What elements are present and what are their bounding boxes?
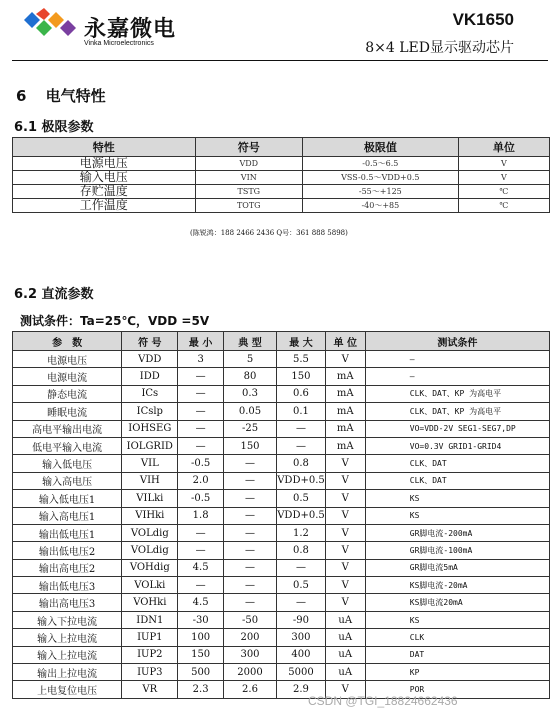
table-cell: V xyxy=(325,472,365,489)
table-cell: — xyxy=(178,437,223,454)
table-cell: 静态电流 xyxy=(13,385,122,402)
table-cell: GR脚电流-100mA xyxy=(365,542,549,559)
table-cell: IDN1 xyxy=(122,611,178,628)
table-cell: 0.3 xyxy=(223,385,276,402)
table-cell: mA xyxy=(325,437,365,454)
table-cell: VDD xyxy=(122,351,178,368)
table-cell: — xyxy=(223,455,276,472)
table-row xyxy=(13,559,550,576)
table-cell: V xyxy=(325,681,365,698)
contact-note: (陈锐鸿：188 2466 2436 Q号：361 888 5898) xyxy=(190,229,348,237)
table-cell: 2.3 xyxy=(178,681,223,698)
table-cell: -40～+85 xyxy=(302,199,458,213)
table-cell: KS xyxy=(365,507,549,524)
table-cell: 150 xyxy=(277,368,326,385)
table-cell: 输入低电压 xyxy=(13,455,122,472)
table-cell: V xyxy=(325,542,365,559)
table-cell: V xyxy=(325,577,365,594)
table-cell: — xyxy=(223,507,276,524)
table-cell: IDD xyxy=(122,368,178,385)
vinka-logo-icon xyxy=(16,8,82,48)
table-row xyxy=(13,681,550,698)
table-cell: 输入电压 xyxy=(13,171,196,185)
table-cell: 0.6 xyxy=(277,385,326,402)
table-cell: VO=VDD-2V SEG1-SEG7,DP xyxy=(365,420,549,437)
table-row xyxy=(13,368,550,385)
col-header: 单 位 xyxy=(325,332,365,351)
table-cell: VSS-0.5～VDD+0.5 xyxy=(302,171,458,185)
brand-name-cn: 永嘉微电 xyxy=(84,17,177,42)
table-row xyxy=(13,664,550,681)
table-cell: 输出低电压1 xyxy=(13,524,122,541)
table-cell: 上电复位电压 xyxy=(13,681,122,698)
col-header: 符号 xyxy=(195,138,302,157)
table-cell: V xyxy=(325,351,365,368)
table-cell: V xyxy=(325,559,365,576)
col-header: 符 号 xyxy=(122,332,178,351)
table-cell: — xyxy=(277,420,326,437)
table-cell: mA xyxy=(325,385,365,402)
table-row xyxy=(13,594,550,611)
abs-max-heading: 6.1 极限参数 xyxy=(14,120,94,135)
table-cell: 输出高电压3 xyxy=(13,594,122,611)
table-cell: 输出上拉电流 xyxy=(13,664,122,681)
table-cell: IUP3 xyxy=(122,664,178,681)
table-cell: 0.8 xyxy=(277,455,326,472)
table-cell: 2.9 xyxy=(277,681,326,698)
table-row xyxy=(13,490,550,507)
table-cell: CLK、DAT、KP 为高电平 xyxy=(365,403,549,420)
table-cell: 400 xyxy=(277,646,326,663)
table-row xyxy=(13,611,550,628)
table-cell: V xyxy=(325,490,365,507)
table-cell: uA xyxy=(325,646,365,663)
col-header: 最 小 xyxy=(178,332,223,351)
table-cell: — xyxy=(178,368,223,385)
table-cell: -90 xyxy=(277,611,326,628)
table-cell: 电源电流 xyxy=(13,368,122,385)
table-cell: VO=0.3V GRID1-GRID4 xyxy=(365,437,549,454)
table-row xyxy=(13,351,550,368)
col-header: 最 大 xyxy=(277,332,326,351)
table-cell: 5 xyxy=(223,351,276,368)
table-cell: 300 xyxy=(223,646,276,663)
table-cell: 低电平输入电流 xyxy=(13,437,122,454)
table-cell: 150 xyxy=(178,646,223,663)
table-cell: 2000 xyxy=(223,664,276,681)
table-cell: VIN xyxy=(195,171,302,185)
section-name: 电气特性 xyxy=(45,87,106,105)
table-cell: KS脚电流20mA xyxy=(365,594,549,611)
table-cell: DAT xyxy=(365,646,549,663)
table-cell: — xyxy=(223,524,276,541)
table-cell: 输入高电压1 xyxy=(13,507,122,524)
table-cell: IUP2 xyxy=(122,646,178,663)
table-cell: — xyxy=(223,490,276,507)
table-row xyxy=(13,646,550,663)
table-cell: KS xyxy=(365,490,549,507)
table-cell: -55～+125 xyxy=(302,185,458,199)
table-cell: 输入上拉电流 xyxy=(13,629,122,646)
table-row xyxy=(13,577,550,594)
watermark: CSDN @TGI_18824662436 xyxy=(308,694,458,708)
table-row xyxy=(13,437,550,454)
table-cell: — xyxy=(223,542,276,559)
table-cell: mA xyxy=(325,403,365,420)
table-cell: 4.5 xyxy=(178,559,223,576)
table-cell: VIL xyxy=(122,455,178,472)
table-cell: ICslp xyxy=(122,403,178,420)
table-cell: 输出低电压3 xyxy=(13,577,122,594)
col-header: 特性 xyxy=(13,138,196,157)
table-cell: -25 xyxy=(223,420,276,437)
table-cell: VDD xyxy=(195,157,302,171)
table-cell: — xyxy=(178,420,223,437)
table-cell: VIHki xyxy=(122,507,178,524)
table-cell: — xyxy=(277,437,326,454)
table-cell: — xyxy=(223,594,276,611)
table-cell: — xyxy=(277,594,326,611)
section-number: 6 xyxy=(16,87,27,105)
table-cell: ℃ xyxy=(458,185,549,199)
table-cell: 4.5 xyxy=(178,594,223,611)
table-row xyxy=(13,420,550,437)
col-header: 典 型 xyxy=(223,332,276,351)
table-cell: 5.5 xyxy=(277,351,326,368)
table-header-row xyxy=(13,138,550,157)
table-cell: VOLdig xyxy=(122,524,178,541)
table-cell: mA xyxy=(325,420,365,437)
table-cell: VOLki xyxy=(122,577,178,594)
table-cell: — xyxy=(223,472,276,489)
table-cell: ℃ xyxy=(458,199,549,213)
table-cell: 输出低电压2 xyxy=(13,542,122,559)
table-cell: 0.05 xyxy=(223,403,276,420)
table-cell: V xyxy=(325,524,365,541)
table-cell: KS脚电流-20mA xyxy=(365,577,549,594)
doc-model: VK1650 xyxy=(452,10,514,29)
table-row xyxy=(13,185,550,199)
table-cell: 1.2 xyxy=(277,524,326,541)
table-row xyxy=(13,507,550,524)
table-cell: -0.5 xyxy=(178,490,223,507)
table-cell: -30 xyxy=(178,611,223,628)
table-cell: — xyxy=(178,524,223,541)
table-cell: 存贮温度 xyxy=(13,185,196,199)
table-cell: VDD+0.5 xyxy=(277,507,326,524)
table-cell: uA xyxy=(325,629,365,646)
table-cell: 500 xyxy=(178,664,223,681)
table-cell: 1.8 xyxy=(178,507,223,524)
table-cell: -50 xyxy=(223,611,276,628)
table-cell: 睡眠电流 xyxy=(13,403,122,420)
table-cell: GR脚电流5mA xyxy=(365,559,549,576)
table-cell: 80 xyxy=(223,368,276,385)
table-cell: — xyxy=(223,559,276,576)
table-row xyxy=(13,629,550,646)
test-condition: 测试条件：Ta=25℃，VDD =5V xyxy=(20,314,210,328)
table-cell: 输出高电压2 xyxy=(13,559,122,576)
abs-max-table xyxy=(12,137,550,213)
table-cell: — xyxy=(223,577,276,594)
table-cell: 100 xyxy=(178,629,223,646)
table-cell: 高电平输出电流 xyxy=(13,420,122,437)
doc-subtitle: 8×4 LED显示驱动芯片 xyxy=(365,40,514,56)
table-cell: — xyxy=(178,577,223,594)
table-cell: — xyxy=(277,559,326,576)
table-cell: — xyxy=(178,385,223,402)
table-cell: 0.1 xyxy=(277,403,326,420)
table-row xyxy=(13,542,550,559)
table-cell: 输入低电压1 xyxy=(13,490,122,507)
table-cell: 0.5 xyxy=(277,577,326,594)
table-cell: 输入高电压 xyxy=(13,472,122,489)
table-cell: VOHdig xyxy=(122,559,178,576)
col-header: 测试条件 xyxy=(365,332,549,351)
table-cell: 工作温度 xyxy=(13,199,196,213)
table-cell: 5000 xyxy=(277,664,326,681)
table-cell: CLK、DAT xyxy=(365,455,549,472)
table-cell: 0.8 xyxy=(277,542,326,559)
table-row xyxy=(13,385,550,402)
table-cell: — xyxy=(178,542,223,559)
dc-table xyxy=(12,331,550,699)
table-cell: VOLdig xyxy=(122,542,178,559)
table-cell: KS xyxy=(365,611,549,628)
table-cell: uA xyxy=(325,664,365,681)
table-cell: 300 xyxy=(277,629,326,646)
table-row xyxy=(13,403,550,420)
table-row xyxy=(13,524,550,541)
table-row xyxy=(13,157,550,171)
table-cell: CLK、DAT、KP 为高电平 xyxy=(365,385,549,402)
table-cell: 3 xyxy=(178,351,223,368)
table-cell: mA xyxy=(325,368,365,385)
table-row xyxy=(13,171,550,185)
table-cell: IUP1 xyxy=(122,629,178,646)
table-row xyxy=(13,455,550,472)
table-cell: KP xyxy=(365,664,549,681)
table-cell: POR xyxy=(365,681,549,698)
table-cell: VIH xyxy=(122,472,178,489)
table-cell: TSTG xyxy=(195,185,302,199)
table-cell: uA xyxy=(325,611,365,628)
table-cell: V xyxy=(458,171,549,185)
table-cell: -0.5～6.5 xyxy=(302,157,458,171)
table-cell: — xyxy=(365,351,549,368)
brand-name-en: Vinka Microelectronics xyxy=(84,40,154,47)
table-cell: VR xyxy=(122,681,178,698)
table-cell: CLK、DAT xyxy=(365,472,549,489)
table-cell: VOHki xyxy=(122,594,178,611)
table-cell: 电源电压 xyxy=(13,157,196,171)
table-cell: — xyxy=(178,403,223,420)
table-cell: 200 xyxy=(223,629,276,646)
table-cell: V xyxy=(458,157,549,171)
table-cell: 2.0 xyxy=(178,472,223,489)
table-cell: TOTG xyxy=(195,199,302,213)
header-divider xyxy=(12,60,548,61)
table-row xyxy=(13,199,550,213)
section-title xyxy=(16,85,106,106)
table-cell: — xyxy=(365,368,549,385)
dc-heading: 6.2 直流参数 xyxy=(14,287,94,302)
table-header-row xyxy=(13,332,550,351)
col-header: 单位 xyxy=(458,138,549,157)
col-header: 参 数 xyxy=(13,332,122,351)
table-cell: 输入下拉电流 xyxy=(13,611,122,628)
table-cell: ICs xyxy=(122,385,178,402)
table-cell: 输入上拉电流 xyxy=(13,646,122,663)
table-cell: VDD+0.5 xyxy=(277,472,326,489)
table-cell: IOLGRID xyxy=(122,437,178,454)
table-cell: VILki xyxy=(122,490,178,507)
table-cell: 2.6 xyxy=(223,681,276,698)
table-cell: 0.5 xyxy=(277,490,326,507)
table-cell: 150 xyxy=(223,437,276,454)
table-cell: 电源电压 xyxy=(13,351,122,368)
table-cell: GR脚电流-200mA xyxy=(365,524,549,541)
table-row xyxy=(13,472,550,489)
table-cell: V xyxy=(325,594,365,611)
table-cell: CLK xyxy=(365,629,549,646)
table-cell: IOHSEG xyxy=(122,420,178,437)
table-cell: V xyxy=(325,455,365,472)
table-cell: -0.5 xyxy=(178,455,223,472)
col-header: 极限值 xyxy=(302,138,458,157)
table-cell: V xyxy=(325,507,365,524)
